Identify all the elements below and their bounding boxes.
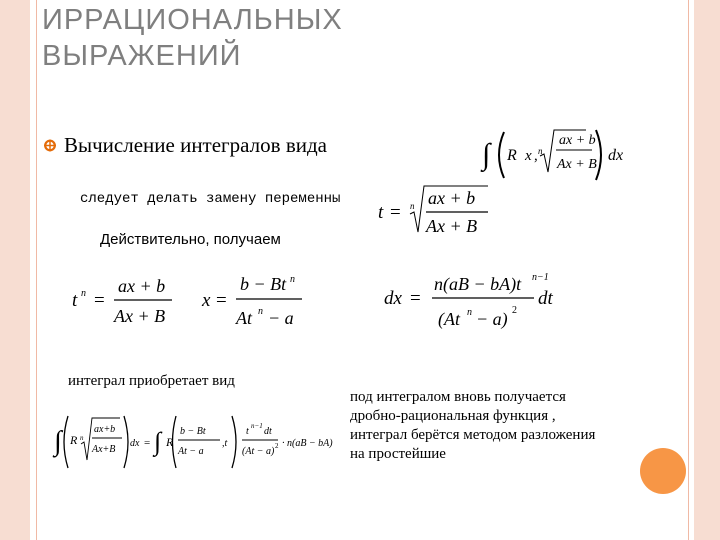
svg-text:(At − a): (At − a) — [242, 446, 275, 457]
note-line-1: под интегралом вновь получается — [350, 389, 566, 405]
title-line-2: ВЫРАЖЕНИЙ — [42, 40, 242, 72]
svg-text:(At: (At — [438, 309, 460, 329]
formula-transformed-integral — [54, 404, 344, 476]
svg-text:=: = — [410, 288, 421, 309]
svg-text:Ax + B: Ax + B — [114, 306, 166, 326]
svg-text:t: t — [72, 290, 78, 311]
formula-x-expression — [202, 268, 312, 332]
svg-text:Ax + B: Ax + B — [426, 216, 478, 236]
svg-text:n−1: n−1 — [532, 272, 549, 283]
svg-text:∫: ∫ — [482, 138, 491, 171]
svg-text:n: n — [538, 146, 543, 156]
svg-text:ax + b: ax + b — [118, 276, 166, 296]
frame-right — [694, 0, 720, 540]
svg-text:n: n — [410, 201, 415, 211]
svg-text:x: x — [202, 290, 211, 311]
svg-text:At: At — [236, 308, 252, 328]
svg-text:R: R — [507, 147, 517, 164]
svg-text:b − Bt: b − Bt — [180, 426, 206, 437]
svg-text:,t: ,t — [222, 438, 228, 449]
svg-text:=: = — [216, 290, 227, 311]
svg-text:dt: dt — [264, 426, 272, 437]
svg-text:n−1: n−1 — [251, 422, 263, 430]
integral-text: интеграл приобретает вид — [68, 373, 235, 389]
svg-text:dx: dx — [130, 438, 140, 449]
svg-text:ax+b: ax+b — [94, 424, 116, 435]
svg-text:dx: dx — [608, 147, 624, 164]
svg-text:− a: − a — [268, 308, 294, 328]
svg-text:b − Bt: b − Bt — [240, 274, 287, 294]
svg-text:=: = — [94, 290, 105, 311]
svg-text:∫: ∫ — [54, 426, 62, 457]
svg-text:− a): − a) — [476, 309, 508, 329]
svg-text:n: n — [467, 307, 472, 318]
svg-text:,: , — [534, 148, 538, 164]
svg-text:· n(aB − bA): · n(aB − bA) — [282, 438, 333, 449]
title-line-1: ИРРАЦИОНАЛЬНЫХ — [42, 4, 343, 36]
note-line-3: интеграл берётся методом разложения — [350, 427, 596, 443]
formula-integral-form — [482, 124, 632, 186]
svg-text:=: = — [390, 202, 401, 223]
svg-text:x: x — [525, 148, 532, 164]
svg-text:2: 2 — [512, 305, 517, 316]
svg-text:∫: ∫ — [154, 427, 162, 456]
svg-text:n: n — [290, 274, 295, 285]
explanation-note — [350, 388, 690, 464]
formula-substitution — [378, 182, 498, 242]
svg-text:ax + b: ax + b — [559, 133, 596, 148]
frame-left — [0, 0, 30, 540]
svg-text:dt: dt — [538, 288, 553, 309]
svg-text:n: n — [258, 306, 263, 317]
svg-text:R: R — [70, 433, 78, 447]
svg-text:=: = — [144, 437, 151, 449]
svg-text:Ax+B: Ax+B — [92, 444, 116, 455]
frame-line-left — [36, 0, 37, 540]
note-line-2: дробно-рациональная функция , — [350, 408, 556, 424]
slide-title — [42, 2, 682, 74]
orange-circle-icon — [640, 448, 686, 494]
svg-text:Ax + B: Ax + B — [557, 157, 597, 172]
substitution-text: следует делать замену переменны — [80, 191, 341, 207]
svg-text:At − a: At − a — [178, 446, 204, 457]
svg-text:dx: dx — [384, 288, 402, 309]
formula-dx — [384, 268, 564, 334]
bullet-icon — [44, 139, 56, 151]
svg-text:n(aB − bA)t: n(aB − bA)t — [434, 274, 522, 294]
svg-text:R: R — [166, 435, 174, 449]
svg-text:ax + b: ax + b — [428, 188, 476, 208]
svg-text:t: t — [378, 202, 384, 223]
svg-text:t: t — [246, 426, 249, 437]
note-line-4: на простейшие — [350, 446, 446, 462]
formula-t-power — [72, 270, 182, 332]
svg-text:n: n — [80, 434, 84, 442]
svg-text:n: n — [81, 288, 86, 299]
svg-text:2: 2 — [275, 442, 279, 450]
bullet-text: Вычисление интегралов вида — [64, 133, 327, 157]
obtain-text: Действительно, получаем — [100, 231, 281, 248]
